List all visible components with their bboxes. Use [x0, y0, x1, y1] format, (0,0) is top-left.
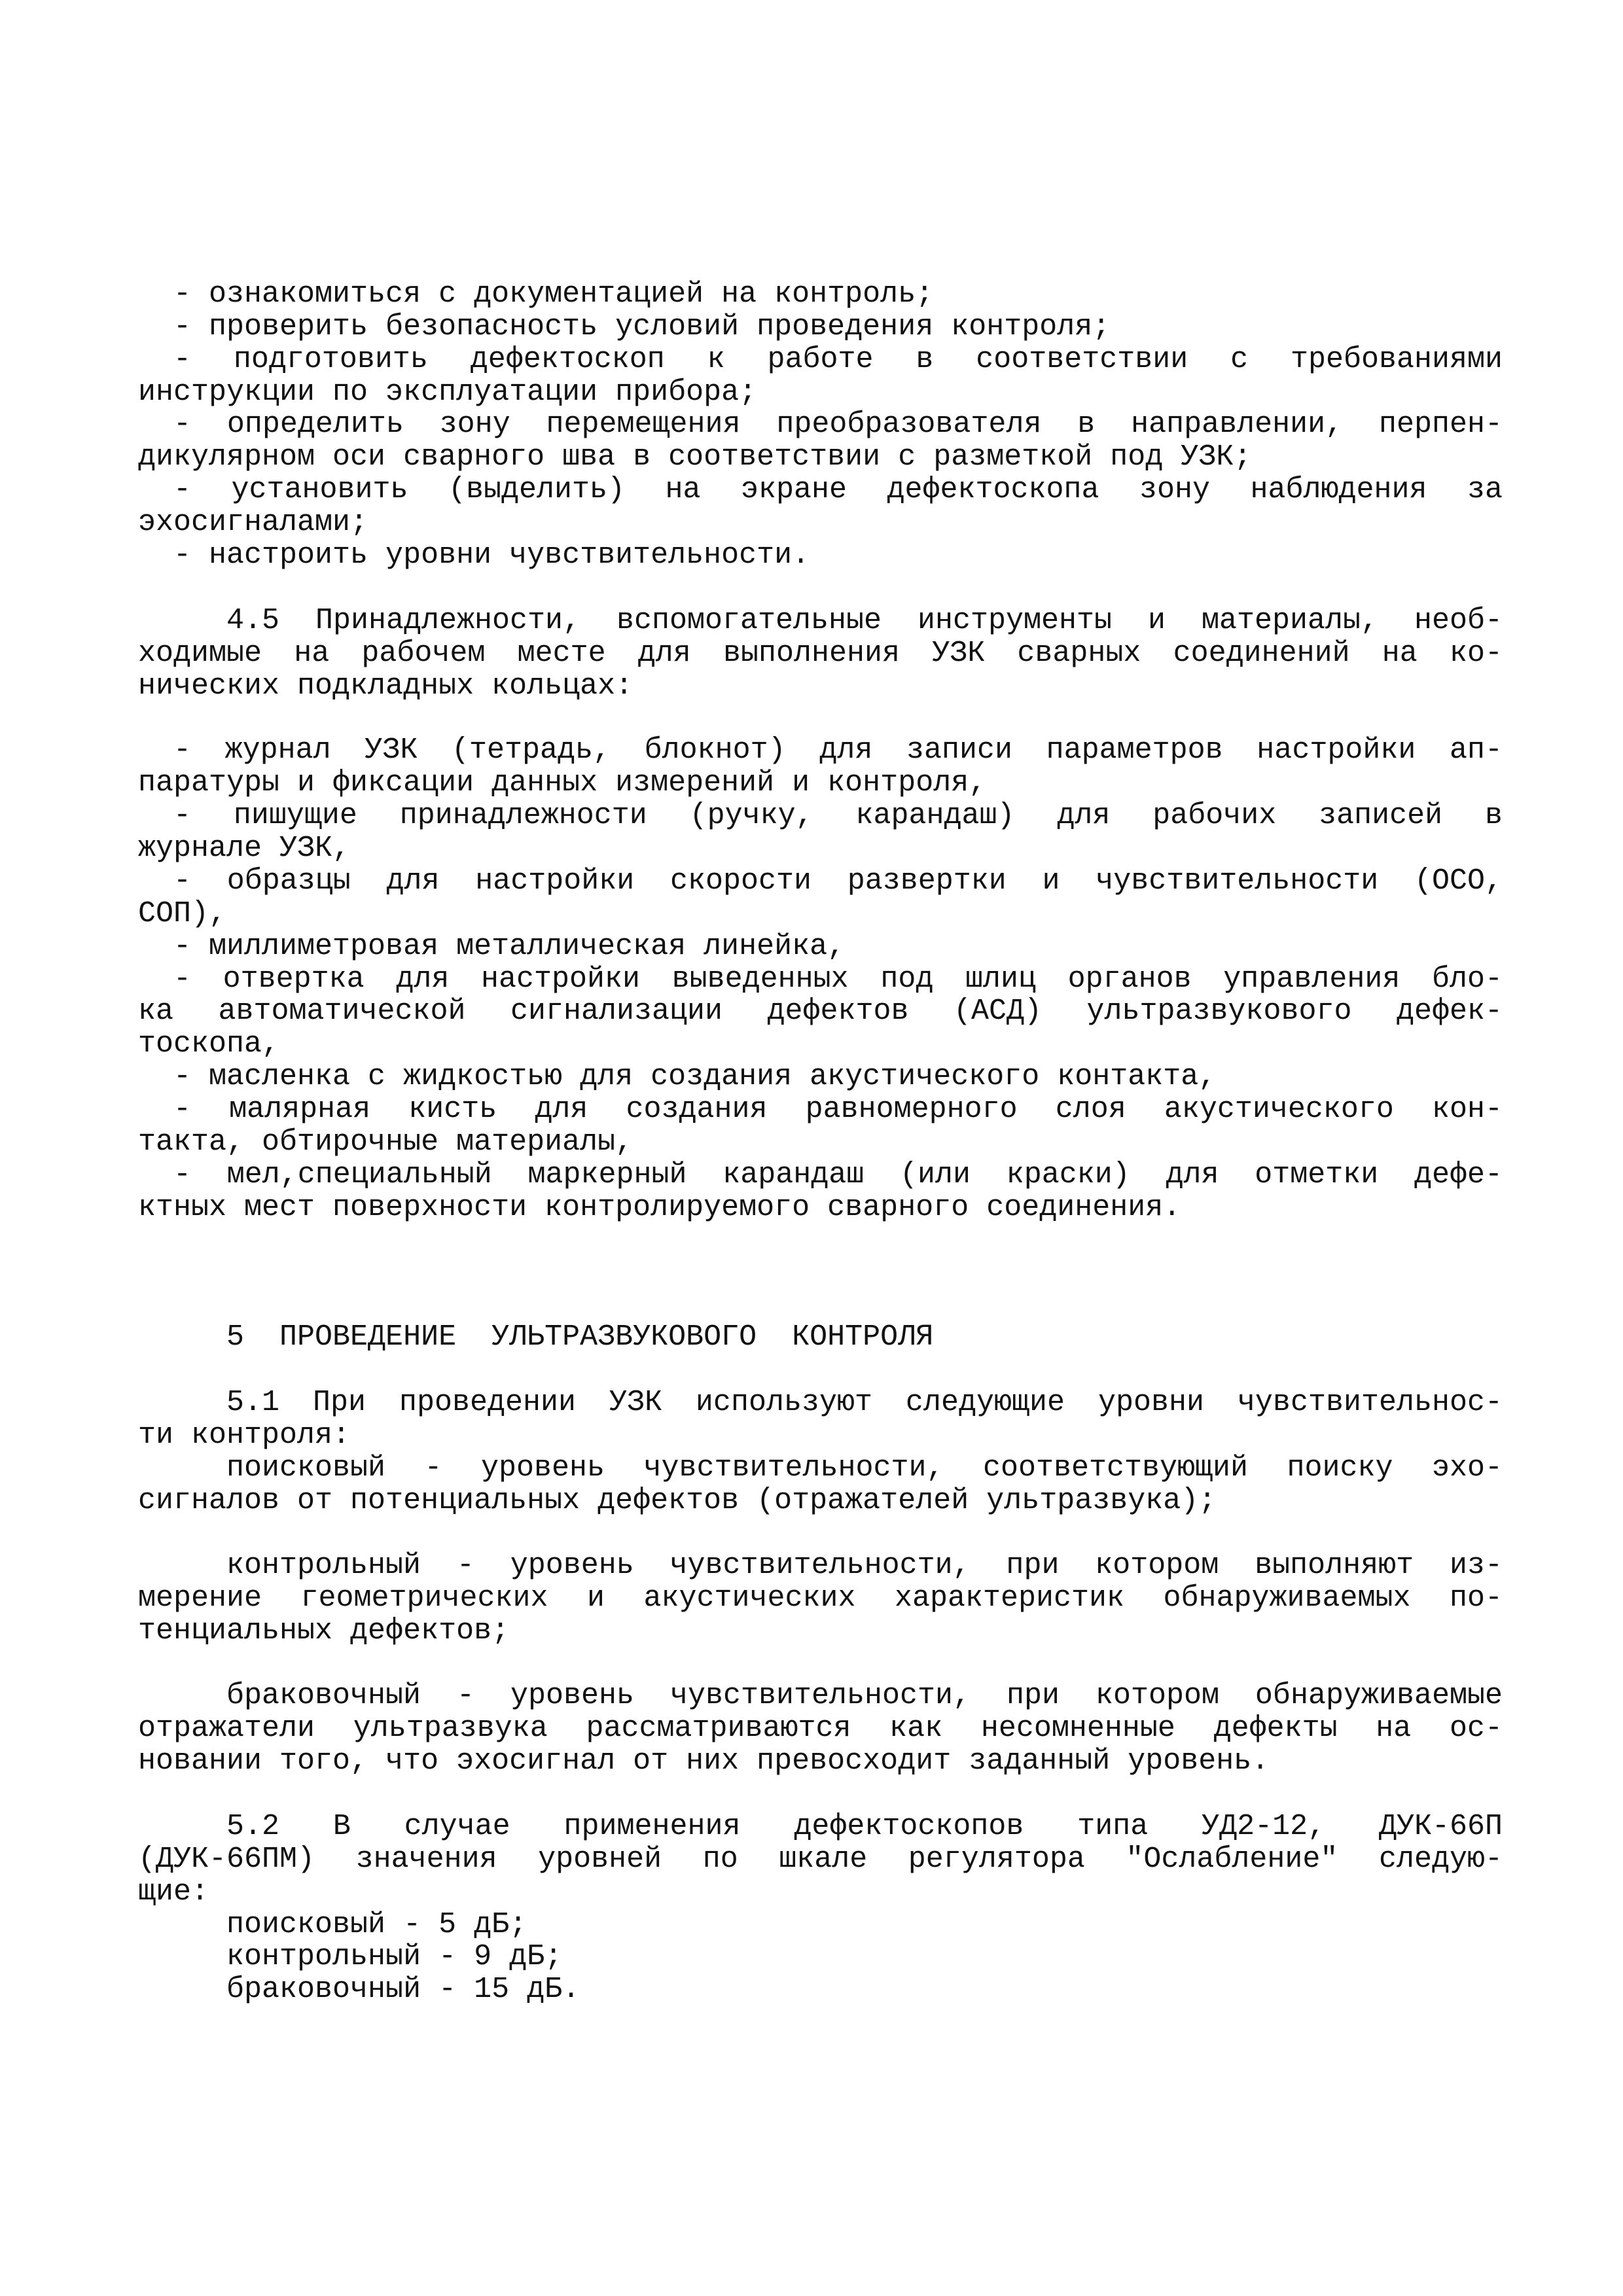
list-item: журнале УЗК, — [138, 832, 351, 865]
paragraph-line: 4.5 Принадлежности, вспомогательные инструменты и материалы, необ- — [226, 605, 1503, 637]
section-heading: 5 ПРОВЕДЕНИЕ УЛЬТРАЗВУКОВОГО КОНТРОЛЯ — [138, 1321, 934, 1354]
list-item: - ознакомиться с документацией на контроль; — [138, 278, 934, 311]
paragraph-line: 5.2 В случае применения дефектоскопов типа УД2-12, ДУК-66П — [226, 1810, 1503, 1843]
list-item: - подготовить дефектоскоп к работе в соответствии с требованиями — [173, 344, 1503, 376]
level-value: поисковый - 5 дБ; — [138, 1909, 527, 1941]
list-item: такта, обтирочные материалы, — [138, 1126, 633, 1159]
list-item: тоскопа, — [138, 1028, 280, 1061]
list-item: - определить зону перемещения преобразователя в направлении, перпен- — [173, 408, 1503, 441]
list-item: паратуры и фиксации данных измерений и контроля, — [138, 767, 987, 800]
paragraph-line: сигналов от потенциальных дефектов (отражателей ультразвука); — [138, 1485, 1217, 1517]
list-item: - пишущие принадлежности (ручку, карандаш) для рабочих записей в — [173, 800, 1503, 832]
paragraph-line: 5.1 При проведении УЗК используют следующие уровни чувствительнос- — [226, 1386, 1503, 1419]
paragraph-line: мерение геометрических и акустических характеристик обнаруживаемых по- — [138, 1582, 1503, 1615]
list-item: - проверить безопасность условий проведения контроля; — [138, 311, 1111, 344]
list-item: - установить (выделить) на экране дефектоскопа зону наблюдения за — [173, 474, 1503, 506]
paragraph-line: новании того, что эхосигнал от них превосходит заданный уровень. — [138, 1745, 1270, 1778]
list-item: - миллиметровая металлическая линейка, — [138, 930, 846, 963]
list-item: инструкции по эксплуатации прибора; — [138, 376, 757, 409]
level-value: контрольный - 9 дБ; — [138, 1941, 563, 1973]
level-value: браковочный - 15 дБ. — [138, 1973, 580, 2006]
paragraph-line: поисковый - уровень чувствительности, соответствующий поиску эхо- — [226, 1452, 1503, 1485]
list-item: дикулярном оси сварного шва в соответствии с разметкой под УЗК; — [138, 441, 1252, 474]
paragraph-line: ти контроля: — [138, 1419, 351, 1452]
paragraph-line: (ДУК-66ПМ) значения уровней по шкале регулятора "Ослабление" следую- — [138, 1843, 1503, 1876]
list-item: - масленка с жидкостью для создания акустического контакта, — [138, 1061, 1217, 1093]
list-item: - малярная кисть для создания равномерного слоя акустического кон- — [173, 1093, 1503, 1126]
list-item: - образцы для настройки скорости развертки и чувствительности (ОСО, — [173, 865, 1503, 898]
paragraph-line: нических подкладных кольцах: — [138, 670, 633, 703]
list-item: ка автоматической сигнализации дефектов (АСД) ультразвукового дефек- — [138, 995, 1503, 1028]
list-item: СОП), — [138, 898, 227, 930]
list-item: - настроить уровни чувствительности. — [138, 539, 810, 572]
list-item: - журнал УЗК (тетрадь, блокнот) для записи параметров настройки ап- — [173, 734, 1503, 767]
list-item: эхосигналами; — [138, 506, 368, 539]
paragraph-line: отражатели ультразвука рассматриваются как несомненные дефекты на ос- — [138, 1712, 1503, 1745]
paragraph-line: тенциальных дефектов; — [138, 1615, 510, 1648]
list-item: - мел,специальный маркерный карандаш (или краски) для отметки дефе- — [173, 1159, 1503, 1192]
paragraph-line: контрольный - уровень чувствительности, при котором выполняют из- — [226, 1549, 1503, 1582]
paragraph-line: ходимые на рабочем месте для выполнения УЗК сварных соединений на ко- — [138, 637, 1503, 670]
paragraph-line: щие: — [138, 1876, 209, 1909]
list-item: ктных мест поверхности контролируемого сварного соединения. — [138, 1192, 1181, 1224]
list-item: - отвертка для настройки выведенных под шлиц органов управления бло- — [173, 963, 1503, 996]
paragraph-line: браковочный - уровень чувствительности, при котором обнаруживаемые — [226, 1680, 1503, 1712]
